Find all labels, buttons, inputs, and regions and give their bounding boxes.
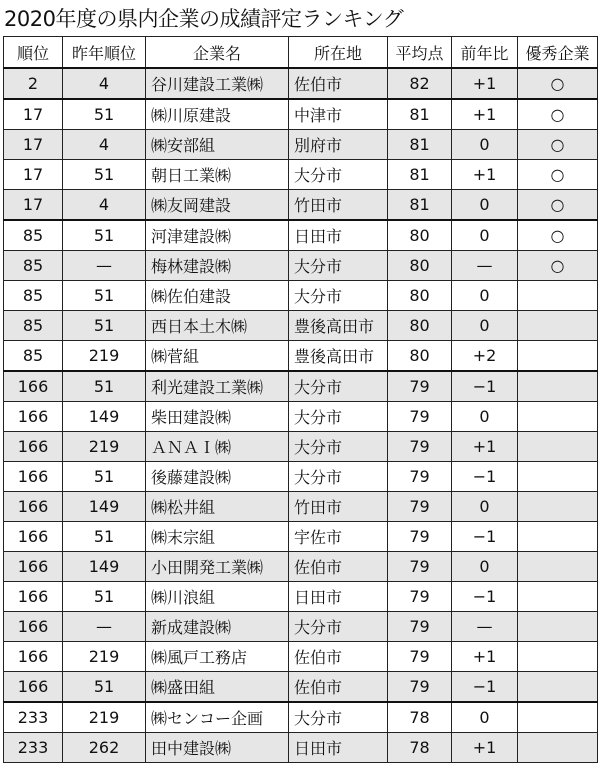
table-row (4, 612, 598, 642)
cell-prev-rank: 4 (63, 190, 146, 221)
cell-diff: −1 (452, 522, 518, 552)
cell-company-name: ㈱盛田組 (146, 672, 289, 703)
cell-diff: 0 (452, 130, 518, 160)
cell-prev-rank: 149 (63, 402, 146, 432)
cell-location: 中津市 (289, 99, 388, 130)
cell-diff: −1 (452, 462, 518, 492)
table-row (4, 130, 598, 160)
cell-prev-rank: 51 (63, 99, 146, 130)
cell-company-name: ㈱センコー企画 (146, 702, 289, 733)
cell-location: 別府市 (289, 130, 388, 160)
cell-award (518, 552, 598, 582)
cell-prev-rank: 4 (63, 130, 146, 160)
cell-prev-rank: 51 (63, 160, 146, 190)
cell-diff: 0 (452, 190, 518, 221)
cell-location: 佐伯市 (289, 672, 388, 703)
cell-award (518, 402, 598, 432)
cell-diff: — (452, 612, 518, 642)
cell-prev-rank: 51 (63, 371, 146, 402)
cell-rank: 166 (4, 522, 63, 552)
cell-prev-rank: 51 (63, 220, 146, 251)
table-header-row (4, 37, 598, 69)
table-row (4, 99, 598, 130)
cell-award (518, 642, 598, 672)
cell-average: 79 (388, 612, 452, 642)
cell-average: 80 (388, 311, 452, 341)
cell-diff: +1 (452, 99, 518, 130)
header-diff: 前年比 (452, 37, 518, 69)
cell-company-name: 小田開発工業㈱ (146, 552, 289, 582)
cell-diff: −1 (452, 582, 518, 612)
cell-rank: 85 (4, 220, 63, 251)
cell-location: 宇佐市 (289, 522, 388, 552)
cell-location: 大分市 (289, 160, 388, 190)
cell-company-name: ㈱佐伯建設 (146, 281, 289, 311)
ranking-table (3, 36, 598, 763)
table-row (4, 68, 598, 99)
cell-prev-rank: 219 (63, 341, 146, 372)
cell-prev-rank: 262 (63, 733, 146, 763)
cell-company-name: 新成建設㈱ (146, 612, 289, 642)
cell-company-name: ㈱松井組 (146, 492, 289, 522)
cell-average: 79 (388, 492, 452, 522)
cell-rank: 166 (4, 432, 63, 462)
cell-average: 78 (388, 702, 452, 733)
cell-prev-rank: 51 (63, 522, 146, 552)
table-row (4, 311, 598, 341)
cell-company-name: 田中建設㈱ (146, 733, 289, 763)
cell-company-name: ㈱友岡建設 (146, 190, 289, 221)
cell-award: ○ (518, 99, 598, 130)
cell-diff: 0 (452, 220, 518, 251)
table-row (4, 552, 598, 582)
cell-average: 79 (388, 552, 452, 582)
cell-diff: +1 (452, 68, 518, 99)
cell-average: 79 (388, 432, 452, 462)
cell-location: 大分市 (289, 612, 388, 642)
cell-rank: 17 (4, 99, 63, 130)
cell-location: 竹田市 (289, 190, 388, 221)
cell-location: 佐伯市 (289, 552, 388, 582)
table-row (4, 341, 598, 372)
cell-company-name: 河津建設㈱ (146, 220, 289, 251)
cell-rank: 17 (4, 160, 63, 190)
table-row (4, 251, 598, 281)
cell-rank: 166 (4, 402, 63, 432)
cell-diff: −1 (452, 672, 518, 703)
cell-rank: 17 (4, 130, 63, 160)
cell-company-name: 後藤建設㈱ (146, 462, 289, 492)
cell-diff: 0 (452, 702, 518, 733)
table-row (4, 281, 598, 311)
cell-company-name: ㈱川浪組 (146, 582, 289, 612)
cell-award (518, 672, 598, 703)
cell-location: 佐伯市 (289, 642, 388, 672)
cell-prev-rank: 51 (63, 672, 146, 703)
cell-prev-rank: 51 (63, 281, 146, 311)
cell-award (518, 432, 598, 462)
cell-award (518, 492, 598, 522)
cell-location: 大分市 (289, 432, 388, 462)
cell-location: 大分市 (289, 371, 388, 402)
table-row (4, 220, 598, 251)
table-row (4, 492, 598, 522)
table-row (4, 672, 598, 703)
cell-company-name: 西日本土木㈱ (146, 311, 289, 341)
cell-average: 81 (388, 99, 452, 130)
cell-location: 豊後高田市 (289, 311, 388, 341)
cell-award (518, 612, 598, 642)
table-row (4, 462, 598, 492)
cell-award (518, 281, 598, 311)
cell-diff: 0 (452, 492, 518, 522)
header-location: 所在地 (289, 37, 388, 69)
cell-prev-rank: 4 (63, 68, 146, 99)
cell-prev-rank: 149 (63, 492, 146, 522)
cell-location: 大分市 (289, 402, 388, 432)
cell-rank: 85 (4, 341, 63, 372)
cell-average: 80 (388, 341, 452, 372)
cell-diff: 0 (452, 402, 518, 432)
cell-diff: 0 (452, 281, 518, 311)
cell-company-name: 柴田建設㈱ (146, 402, 289, 432)
cell-average: 79 (388, 642, 452, 672)
cell-location: 日田市 (289, 220, 388, 251)
cell-location: 大分市 (289, 462, 388, 492)
cell-award (518, 371, 598, 402)
header-average: 平均点 (388, 37, 452, 69)
table-row (4, 160, 598, 190)
cell-prev-rank: — (63, 251, 146, 281)
cell-rank: 17 (4, 190, 63, 221)
cell-rank: 166 (4, 582, 63, 612)
cell-rank: 233 (4, 733, 63, 763)
cell-average: 78 (388, 733, 452, 763)
cell-prev-rank: 219 (63, 642, 146, 672)
cell-prev-rank: 219 (63, 702, 146, 733)
cell-location: 大分市 (289, 702, 388, 733)
cell-award (518, 341, 598, 372)
table-row (4, 702, 598, 733)
cell-company-name: 朝日工業㈱ (146, 160, 289, 190)
cell-rank: 166 (4, 552, 63, 582)
cell-award (518, 522, 598, 552)
cell-company-name: 谷川建設工業㈱ (146, 68, 289, 99)
cell-company-name: ㈱末宗組 (146, 522, 289, 552)
table-row (4, 402, 598, 432)
cell-rank: 166 (4, 642, 63, 672)
cell-average: 79 (388, 582, 452, 612)
cell-award (518, 311, 598, 341)
cell-company-name: ㈱川原建設 (146, 99, 289, 130)
cell-diff: 0 (452, 552, 518, 582)
cell-rank: 85 (4, 281, 63, 311)
cell-average: 79 (388, 371, 452, 402)
cell-prev-rank: 149 (63, 552, 146, 582)
cell-average: 80 (388, 220, 452, 251)
cell-award (518, 733, 598, 763)
cell-location: 竹田市 (289, 492, 388, 522)
cell-diff: +1 (452, 160, 518, 190)
cell-rank: 166 (4, 612, 63, 642)
header-rank: 順位 (4, 37, 63, 69)
cell-company-name: 梅林建設㈱ (146, 251, 289, 281)
cell-rank: 233 (4, 702, 63, 733)
cell-diff: 0 (452, 311, 518, 341)
header-prev-rank: 昨年順位 (63, 37, 146, 69)
cell-award: ○ (518, 220, 598, 251)
cell-location: 大分市 (289, 281, 388, 311)
cell-rank: 166 (4, 462, 63, 492)
cell-prev-rank: 51 (63, 462, 146, 492)
cell-rank: 166 (4, 672, 63, 703)
table-row (4, 642, 598, 672)
cell-company-name: 利光建設工業㈱ (146, 371, 289, 402)
cell-location: 佐伯市 (289, 68, 388, 99)
cell-award: ○ (518, 68, 598, 99)
cell-location: 大分市 (289, 251, 388, 281)
cell-average: 82 (388, 68, 452, 99)
cell-prev-rank: — (63, 612, 146, 642)
header-award: 優秀企業 (518, 37, 598, 69)
cell-average: 81 (388, 190, 452, 221)
cell-company-name: ㈱風戸工務店 (146, 642, 289, 672)
table-row (4, 432, 598, 462)
cell-award: ○ (518, 251, 598, 281)
cell-award: ○ (518, 190, 598, 221)
cell-rank: 85 (4, 251, 63, 281)
cell-diff: +1 (452, 642, 518, 672)
cell-company-name: ㈱菅組 (146, 341, 289, 372)
cell-rank: 166 (4, 492, 63, 522)
page-title: 2020年度の県内企業の成績評定ランキング (4, 7, 404, 31)
cell-diff: +1 (452, 733, 518, 763)
cell-diff: +2 (452, 341, 518, 372)
cell-average: 81 (388, 130, 452, 160)
cell-prev-rank: 51 (63, 311, 146, 341)
cell-award: ○ (518, 130, 598, 160)
table-row (4, 733, 598, 763)
cell-award (518, 702, 598, 733)
cell-diff: +1 (452, 432, 518, 462)
cell-location: 日田市 (289, 582, 388, 612)
cell-average: 79 (388, 522, 452, 552)
cell-award (518, 462, 598, 492)
cell-award (518, 582, 598, 612)
cell-prev-rank: 219 (63, 432, 146, 462)
cell-average: 80 (388, 251, 452, 281)
cell-rank: 85 (4, 311, 63, 341)
cell-average: 79 (388, 672, 452, 703)
cell-average: 81 (388, 160, 452, 190)
cell-prev-rank: 51 (63, 582, 146, 612)
table-row (4, 371, 598, 402)
header-company-name: 企業名 (146, 37, 289, 69)
cell-average: 80 (388, 281, 452, 311)
cell-diff: −1 (452, 371, 518, 402)
cell-award: ○ (518, 160, 598, 190)
cell-location: 豊後高田市 (289, 341, 388, 372)
cell-average: 79 (388, 402, 452, 432)
table-row (4, 582, 598, 612)
table-row (4, 190, 598, 221)
cell-rank: 166 (4, 371, 63, 402)
cell-company-name: ＡＮＡＩ㈱ (146, 432, 289, 462)
cell-diff: — (452, 251, 518, 281)
cell-average: 79 (388, 462, 452, 492)
cell-company-name: ㈱安部組 (146, 130, 289, 160)
cell-rank: 2 (4, 68, 63, 99)
cell-location: 日田市 (289, 733, 388, 763)
table-row (4, 522, 598, 552)
